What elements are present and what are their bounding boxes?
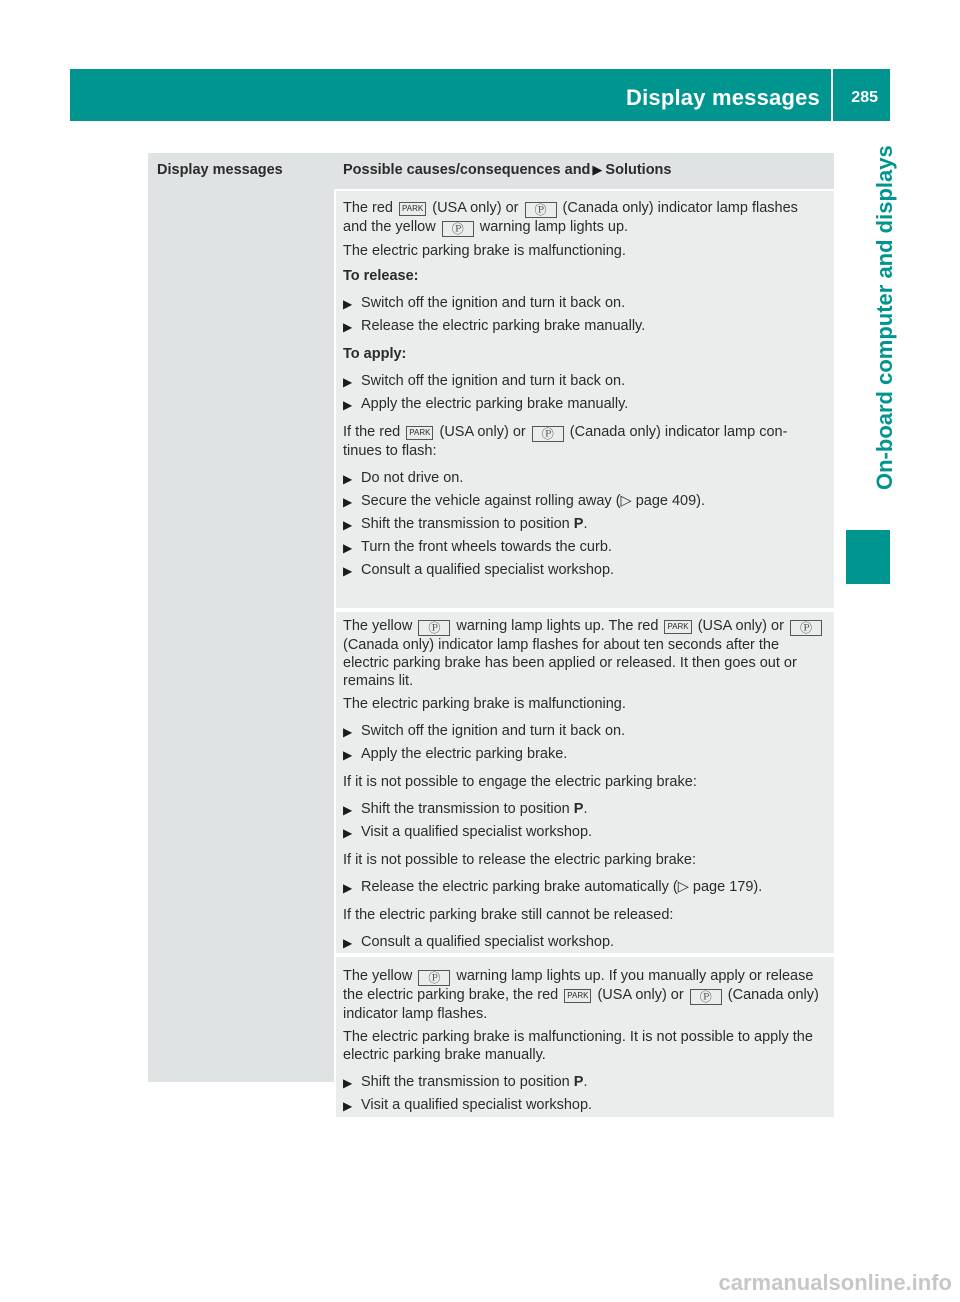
paragraph: The electric parking brake is malfunctioning. It is not possible to apply the electric parking brake manually. [343,1029,813,1063]
list-item: ▶ Switch off the ignition and turn it back on. [343,372,826,390]
list-item: ▶ Visit a qualified specialist workshop. [343,823,826,841]
paragraph [343,199,826,237]
list-item: ▶ Apply the electric parking brake manually. [343,395,826,413]
header-divider [831,69,833,121]
list-item: ▶ Shift the transmission to position P. [343,1073,826,1091]
text: warning lamp lights up. The red [456,618,659,634]
col-display-messages: Display messages [157,162,283,178]
park-icon: PARK [406,426,433,440]
position-p: P [573,516,584,532]
table-header [148,153,834,189]
text: (USA only) or [597,987,684,1003]
messages-table [148,153,834,1113]
park-icon: PARK [664,620,691,634]
table-body [148,189,834,1113]
brake-warning-icon: Ⓟ [525,202,557,218]
list-item: ▶ Visit a qualified specialist workshop. [343,1096,826,1114]
table-row [336,957,834,1117]
list-item: ▶ Release the electric parking brake automatically (▷ page 179). [343,878,826,896]
col-causes-solutions [343,162,671,178]
text: (USA only) or [432,200,519,216]
text: Shift the transmission to position [361,801,570,817]
page-number: 285 [851,89,878,106]
text: Shift the transmission to position [361,1074,570,1090]
paragraph [343,423,826,460]
list-item: ▶ Consult a qualified specialist workshop. [343,561,826,579]
paragraph [343,617,826,690]
side-tab-label: On-board computer and displays [872,145,897,490]
list-item: ▶ Secure the vehicle against rolling away (▷ page 409). [343,492,826,510]
side-tab-block [846,530,890,584]
header-bar [70,69,890,121]
list-item: ▶ Shift the transmission to position P. [343,800,826,818]
text: (Canada only) indicator lamp flashes. [343,987,819,1022]
paragraph: If it is not possible to engage the electric parking brake: [343,774,697,790]
list-item: ▶ Do not drive on. [343,469,826,487]
table-row [336,612,834,953]
col-solutions-label: Solutions [605,162,672,178]
paragraph [343,967,826,1023]
list-item: ▶ Release the electric parking brake manually. [343,317,826,335]
solutions-column [336,189,834,1113]
display-message-column [148,189,334,1082]
arrow-icon: ▶ [592,162,603,177]
brake-warning-icon: Ⓟ [532,426,564,442]
brake-warning-icon: Ⓟ [790,620,822,636]
subheading-release: To release: [343,268,419,284]
position-p: P [573,801,584,817]
list-item: ▶ Shift the transmission to position P. [343,515,826,533]
text: warning lamp lights up. [479,219,629,235]
text: Shift the transmission to position [361,516,570,532]
brake-warning-icon: Ⓟ [442,221,474,237]
text: The red [343,200,393,216]
brake-warning-icon: Ⓟ [418,620,450,636]
text: (USA only) or [697,618,784,634]
paragraph: If the electric parking brake still cannot be released: [343,907,674,923]
list-item: ▶ Switch off the ignition and turn it back on. [343,294,826,312]
list-item: ▶ Turn the front wheels towards the curb. [343,538,826,556]
position-p: P [573,1074,584,1090]
text: (Canada only) indicator lamp con-tinues to flash: [343,424,788,459]
text: The yellow [343,968,413,984]
subheading-apply: To apply: [343,346,407,362]
page-title: Display messages [626,85,820,110]
watermark: carmanualsonline.info [718,1270,952,1295]
text: warning lamp lights up. If you manually apply or release the electric parking brake, the red [343,968,814,1003]
park-icon: PARK [564,989,591,1003]
brake-warning-icon: Ⓟ [690,989,722,1005]
text: The yellow [343,618,413,634]
text: If the red [343,424,401,440]
text: (Canada only) indicator lamp flashes for about ten seconds after the electric parking brake has been applied or released. It then goes out or remains lit. [343,637,797,689]
list-item: ▶ Apply the electric parking brake. [343,745,826,763]
paragraph: If it is not possible to release the electric parking brake: [343,852,697,868]
list-item: ▶ Switch off the ignition and turn it back on. [343,722,826,740]
text: (USA only) or [439,424,526,440]
paragraph: The electric parking brake is malfunctioning. [343,243,626,259]
text: (Canada only) indicator lamp flashes and the yellow [343,200,798,235]
col-causes-label: Possible causes/consequences and [343,162,591,178]
list-item: ▶ Consult a qualified specialist workshop. [343,933,826,951]
park-icon: PARK [399,202,426,216]
brake-warning-icon: Ⓟ [418,970,450,986]
table-row [336,191,834,608]
paragraph: The electric parking brake is malfunctioning. [343,696,626,712]
